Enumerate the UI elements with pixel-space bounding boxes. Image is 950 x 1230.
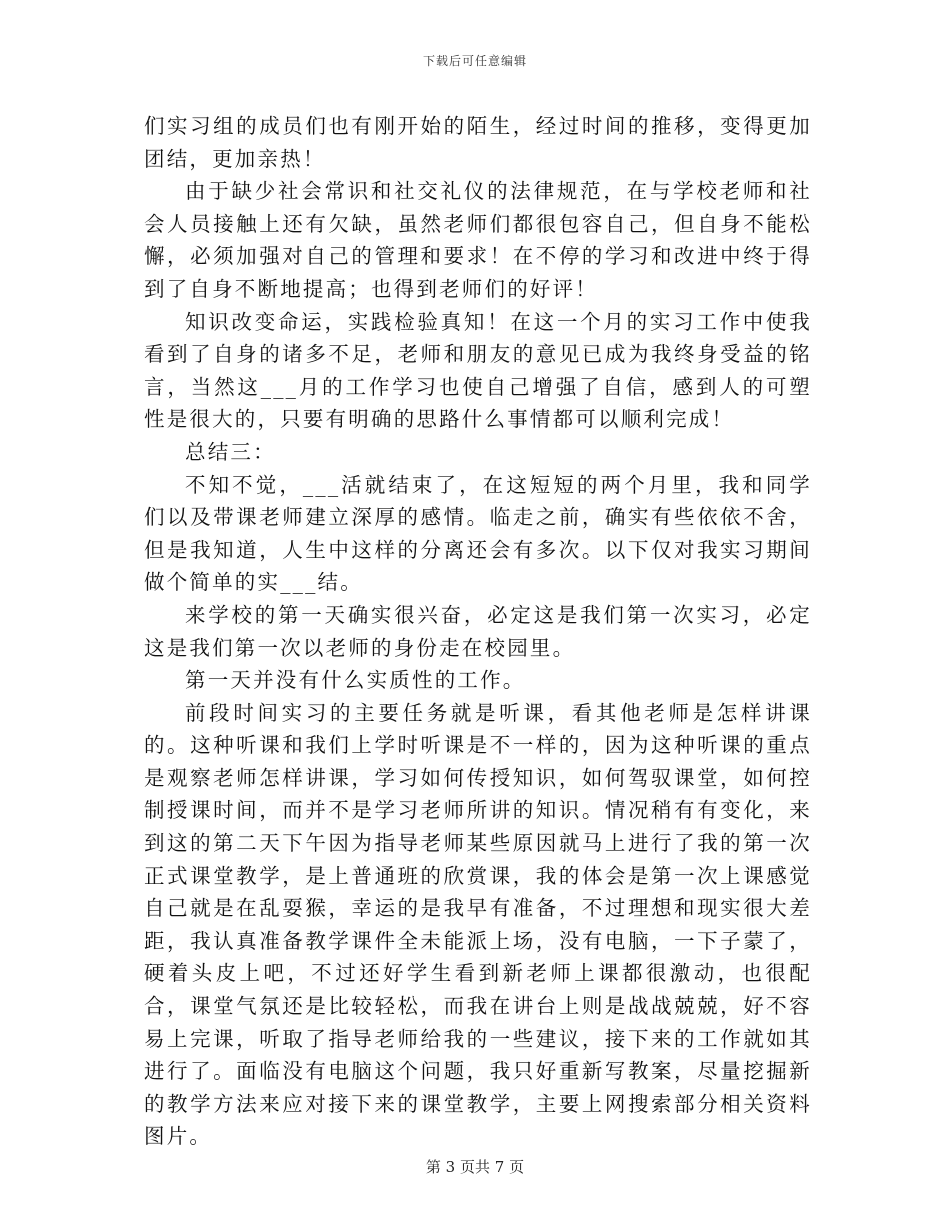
page-header-note: 下载后可任意编辑: [422, 54, 527, 68]
section-heading: 总结三：: [185, 439, 276, 464]
paragraph: 来学校的第一天确实很兴奋，必定这是我们第一次实习，必定这是我们第一次以老师的身份走在校园里。: [144, 602, 812, 660]
paragraph: 第一天并没有什么实质性的工作。: [185, 668, 526, 693]
page-number: 第 3 页共 7 页: [425, 1158, 525, 1176]
paragraph: 由于缺少社会常识和社交礼仪的法律规范，在与学校老师和社会人员接触上还有欠缺，虽然老师们都很包容自己，但自身不能松懈，必须加强对自己的管理和要求！在不停的学习和改进中终于得到了自身不断地提高；也得到老师们的好评！: [144, 179, 812, 301]
paragraph: 知识改变命运，实践检验真知！在这一个月的实习工作中使我看到了自身的诸多不足，老师和朋友的意见已成为我终身受益的铭言，当然这___月的工作学习也使自己增强了自信，感到人的可塑性是很大的，只要有明确的思路什么事情都可以顺利完成！: [144, 309, 812, 432]
paragraph: 不知不觉，___活就结束了，在这短短的两个月里，我和同学们以及带课老师建立深厚的感情。临走之前，确实有些依依不舍，但是我知道，人生中这样的分离还会有多次。以下仅对我实习期间做个简单的实___结。: [144, 472, 812, 595]
paragraph-continuation: 们实习组的成员们也有刚开始的陌生，经过时间的推移，变得更加团结，更加亲热！: [144, 114, 812, 171]
document-body: [144, 110, 812, 1153]
paragraph: 前段时间实习的主要任务就是听课，看其他老师是怎样讲课的。这种听课和我们上学时听课是不一样的，因为这种听课的重点是观察老师怎样讲课，学习如何传授知识，如何驾驭课堂，如何控制授课时间，而并不是学习老师所讲的知识。情况稍有有变化，来到这的第二天下午因为指导老师某些原因就马上进行了我的第一次正式课堂教学，是上普通班的欣赏课，我的体会是第一次上课感觉自己就是在乱耍猴，幸运的是我早有准备，不过理想和现实很大差距，我认真准备教学课件全未能派上场，没有电脑，一下子蒙了，硬着头皮上吧，不过还好学生看到新老师上课都很激动，也很配合，课堂气氛还是比较轻松，而我在讲台上则是战战兢兢，好不容易上完课，听取了指导老师给我的一些建议，接下来的工作就如其进行了。面临没有电脑这个问题，我只好重新写教案，尽量挖掘新的教学方法来应对接下来的课堂教学，主要上网搜索部分相关资料图片。: [144, 700, 812, 1149]
